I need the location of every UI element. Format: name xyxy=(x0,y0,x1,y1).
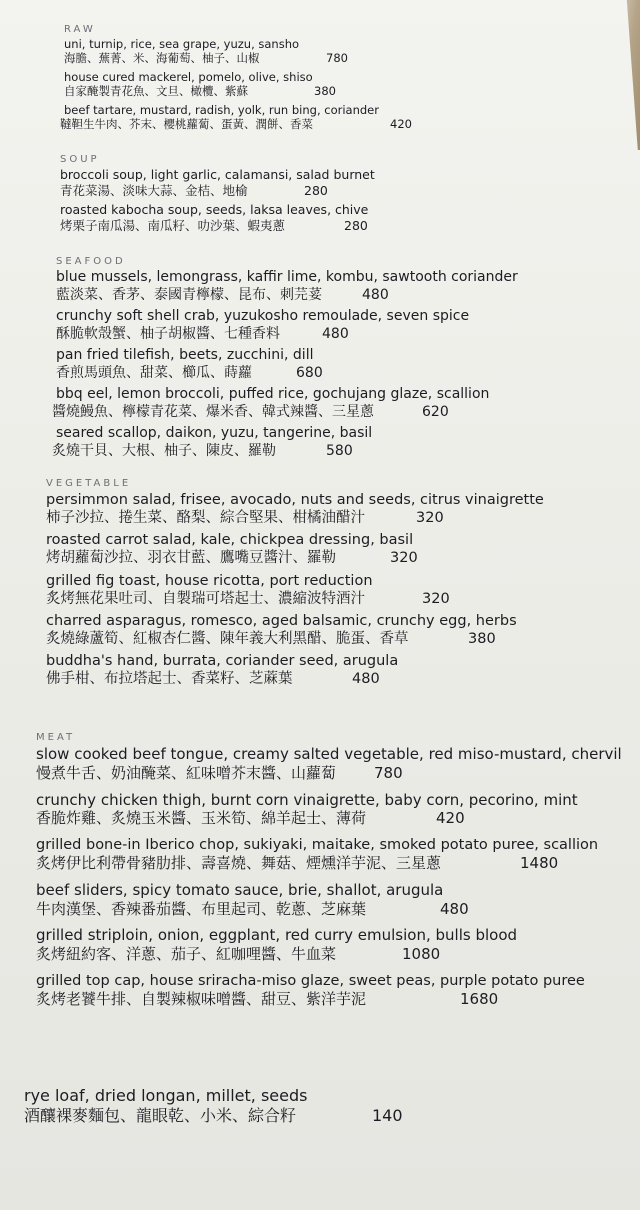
item-name-zh: 炙烤老饕牛排、自製辣椒味噌醬、甜豆、紫洋芋泥 1680 xyxy=(36,990,499,1008)
item-name-zh: 炙烤伊比利帶骨豬肋排、壽喜燒、舞菇、煙燻洋芋泥、三星蔥 1480 xyxy=(36,854,559,873)
menu-item xyxy=(60,167,375,198)
item-name-en: roasted kabocha soup, seeds, laksa leaves, chive xyxy=(60,202,369,218)
item-name-zh: 青花菜湯、淡味大蒜、金桔、地榆 280 xyxy=(60,182,328,198)
item-name-zh: 慢煮牛舌、奶油醃菜、紅味噌芥末醬、山蘿蔔 780 xyxy=(36,763,403,782)
section-title: MEAT xyxy=(36,732,76,743)
item-price: 480 xyxy=(322,325,349,342)
item-name-zh: 炙烤紐約客、洋蔥、茄子、紅咖哩醬、牛血菜 1080 xyxy=(36,945,441,964)
item-price: 1680 xyxy=(460,990,499,1008)
item-name-en: roasted carrot salad, kale, chickpea dressing, basil xyxy=(46,532,414,549)
item-price: 380 xyxy=(314,84,336,99)
item-name-zh: 炙烤無花果吐司、自製瑞可塔起士、濃縮波特酒汁 320 xyxy=(46,590,450,607)
item-price: 1080 xyxy=(402,945,441,964)
item-name-zh: 烤栗子南瓜湯、南瓜籽、叻沙葉、蝦夷蔥 280 xyxy=(60,217,368,233)
menu-item xyxy=(36,745,622,783)
menu-item xyxy=(36,972,622,1009)
item-price: 780 xyxy=(326,51,348,66)
item-name-zh: 炙燒干貝、大根、柚子、陳皮、羅勒 580 xyxy=(52,442,353,459)
item-price: 320 xyxy=(422,590,450,607)
item-name-zh: 酥脆軟殼蟹、柚子胡椒醬、七種香料 480 xyxy=(56,325,349,342)
item-price: 480 xyxy=(440,899,469,918)
section-meat xyxy=(36,732,622,1017)
section-vegetable xyxy=(46,478,544,692)
menu-item xyxy=(36,881,622,919)
menu-item xyxy=(64,70,379,99)
item-price: 480 xyxy=(352,671,380,688)
section-title: VEGETABLE xyxy=(46,478,132,489)
item-price: 140 xyxy=(372,1106,403,1125)
menu-item xyxy=(46,491,544,527)
menu-item xyxy=(60,102,412,132)
item-name-en: pan fried tilefish, beets, zucchini, dill xyxy=(56,347,314,363)
item-name-zh: 自家醃製青花魚、文旦、橄欖、紫蘇 380 xyxy=(64,84,336,99)
item-name-zh: 酒釀裸麥麵包、龍眼乾、小米、綜合籽 140 xyxy=(24,1106,403,1125)
item-price: 320 xyxy=(390,550,418,567)
item-name-zh: 烤胡蘿蔔沙拉、羽衣甘藍、鷹嘴豆醬汁、羅勒 320 xyxy=(46,550,418,567)
item-name-en: uni, turnip, rice, sea grape, yuzu, sansho xyxy=(64,37,300,51)
item-name-zh: 海膽、蕪菁、米、海葡萄、柚子、山椒 780 xyxy=(64,51,348,66)
menu-item xyxy=(52,425,518,460)
section-title: RAW xyxy=(64,24,96,35)
item-name-en: crunchy soft shell crab, yuzukosho remoulade, seven spice xyxy=(56,308,470,324)
item-price: 420 xyxy=(436,809,465,828)
item-name-zh: 香脆炸雞、炙燒玉米醬、玉米筍、綿羊起士、薄荷 420 xyxy=(36,809,465,828)
item-name-zh: 炙燒綠蘆筍、紅椒杏仁醬、陳年義大利黑醋、脆蛋、香草 380 xyxy=(46,630,496,647)
menu-item xyxy=(56,269,518,304)
menu-item xyxy=(46,612,544,648)
item-name-en: persimmon salad, frisee, avocado, nuts and seeds, citrus vinaigrette xyxy=(46,492,544,508)
item-name-en: broccoli soup, light garlic, calamansi, salad burnet xyxy=(60,167,375,182)
item-name-en: grilled top cap, house sriracha-miso glaze, sweet peas, purple potato puree xyxy=(36,972,585,989)
item-price: 620 xyxy=(422,403,449,420)
menu-item xyxy=(52,386,518,421)
item-price: 780 xyxy=(374,763,403,782)
item-name-en: bbq eel, lemon broccoli, puffed rice, gochujang glaze, scallion xyxy=(56,386,490,402)
item-name-zh: 佛手柑、布拉塔起士、香菜籽、芝蔴葉 480 xyxy=(46,671,380,688)
item-name-en: rye loaf, dried longan, millet, seeds xyxy=(24,1086,308,1105)
item-name-en: blue mussels, lemongrass, kaffir lime, kombu, sawtooth coriander xyxy=(56,269,518,285)
menu-item xyxy=(36,836,622,873)
item-price: 480 xyxy=(362,286,389,303)
item-name-en: slow cooked beef tongue, creamy salted vegetable, red miso-mustard, chervil xyxy=(36,745,622,763)
item-name-en: grilled bone-in Iberico chop, sukiyaki, maitake, smoked potato puree, scallion xyxy=(36,837,599,853)
item-name-zh: 醬燒鰻魚、檸檬青花菜、爆米香、韓式辣醬、三星蔥 620 xyxy=(52,403,449,420)
section-bread xyxy=(24,1086,403,1130)
item-price: 580 xyxy=(326,442,353,459)
menu-item xyxy=(46,572,544,608)
item-name-en: beef sliders, spicy tomato sauce, brie, shallot, arugula xyxy=(36,880,444,899)
section-title: SOUP xyxy=(60,154,100,165)
menu-item xyxy=(46,652,544,688)
item-price: 1480 xyxy=(520,854,559,873)
item-name-en: crunchy chicken thigh, burnt corn vinaigrette, baby corn, pecorino, mint xyxy=(36,790,578,809)
menu-item xyxy=(36,791,622,829)
item-name-en: grilled striploin, onion, eggplant, red curry emulsion, bulls blood xyxy=(36,926,518,945)
item-name-en: house cured mackerel, pomelo, olive, shiso xyxy=(64,69,313,84)
item-name-en: charred asparagus, romesco, aged balsamic, crunchy egg, herbs xyxy=(46,612,517,629)
section-seafood xyxy=(52,256,518,464)
item-name-en: seared scallop, daikon, yuzu, tangerine, basil xyxy=(56,425,373,441)
item-name-zh: 藍淡菜、香茅、泰國青檸檬、昆布、刺芫荽 480 xyxy=(56,286,389,303)
item-name-zh: 韃靼生牛肉、芥末、櫻桃蘿蔔、蛋黃、潤餅、香菜 420 xyxy=(60,116,412,131)
item-price: 280 xyxy=(344,217,368,233)
section-soup xyxy=(60,154,375,238)
item-name-zh: 香煎馬頭魚、甜菜、櫛瓜、蒔蘿 680 xyxy=(56,364,323,381)
menu-item xyxy=(24,1086,403,1126)
item-price: 280 xyxy=(304,182,328,198)
menu-item xyxy=(60,202,375,233)
item-price: 420 xyxy=(390,116,412,131)
menu-item xyxy=(64,37,379,66)
item-name-en: grilled fig toast, house ricotta, port reduction xyxy=(46,572,373,589)
menu-item xyxy=(56,347,518,382)
item-price: 320 xyxy=(416,510,444,527)
menu-item xyxy=(56,308,518,343)
item-price: 380 xyxy=(468,630,496,647)
section-title: SEAFOOD xyxy=(56,256,126,267)
menu-item xyxy=(46,531,544,567)
item-name-en: beef tartare, mustard, radish, yolk, run bing, coriander xyxy=(64,102,379,117)
item-name-en: buddha's hand, burrata, coriander seed, arugula xyxy=(46,653,399,669)
section-raw xyxy=(60,24,412,135)
item-name-zh: 牛肉漢堡、香辣番茄醬、布里起司、乾蔥、芝麻葉 480 xyxy=(36,899,469,918)
item-name-zh: 柿子沙拉、捲生菜、酪梨、綜合堅果、柑橘油醋汁 320 xyxy=(46,510,444,527)
menu-item xyxy=(36,926,622,964)
item-price: 680 xyxy=(296,364,323,381)
